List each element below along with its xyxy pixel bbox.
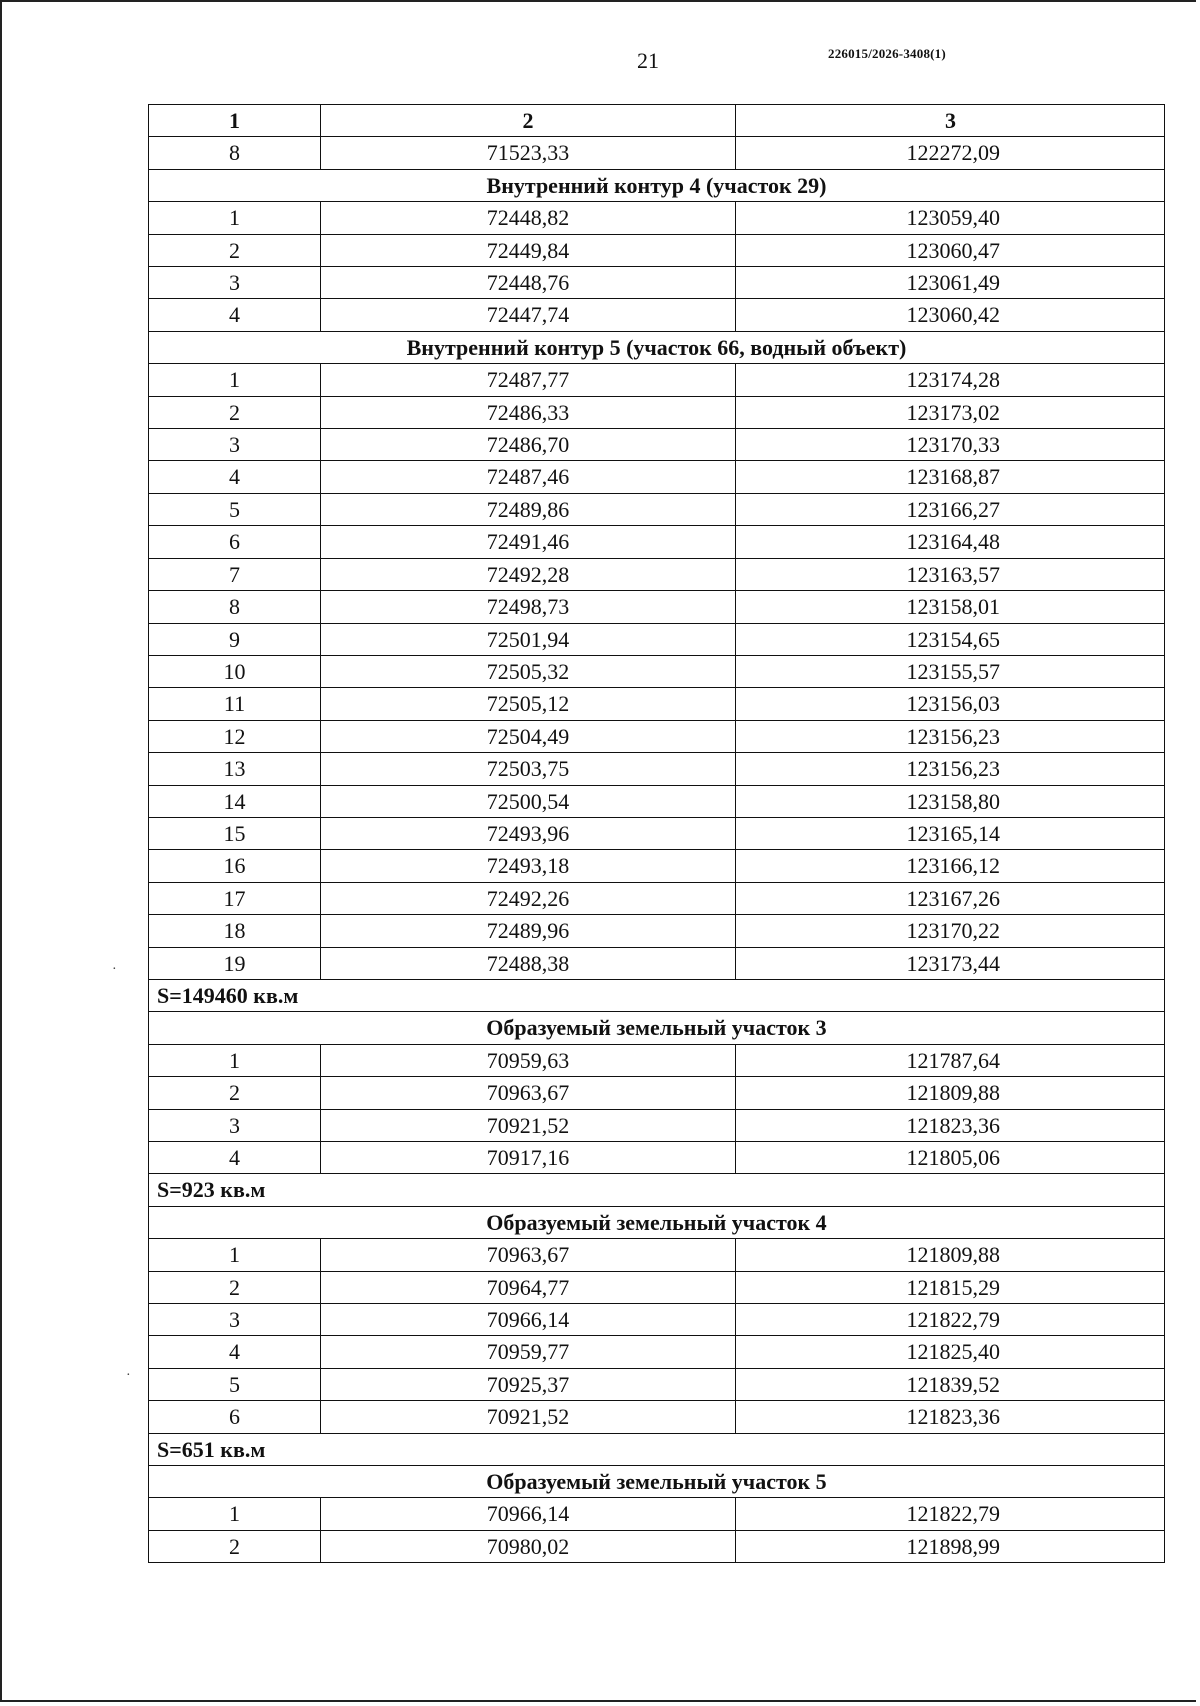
point-number-cell: 1 — [149, 1239, 321, 1271]
point-number-cell: 4 — [149, 461, 321, 493]
point-number-cell: 3 — [149, 1109, 321, 1141]
table-row — [149, 493, 1165, 525]
section-heading: Внутренний контур 5 (участок 66, водный объект) — [149, 331, 1165, 363]
page-number: 21 — [637, 48, 659, 73]
table-row — [149, 299, 1165, 331]
point-number-cell: 1 — [149, 1044, 321, 1076]
table-row — [149, 1271, 1165, 1303]
point-number-cell: 14 — [149, 785, 321, 817]
x-coordinate-cell: 70917,16 — [321, 1142, 736, 1174]
y-coordinate-cell: 123060,47 — [736, 234, 1165, 266]
point-number-cell: 3 — [149, 1304, 321, 1336]
scan-speck: · — [112, 962, 117, 977]
table-row — [149, 234, 1165, 266]
table-row — [149, 461, 1165, 493]
x-coordinate-cell: 71523,33 — [321, 137, 736, 169]
table-row — [149, 882, 1165, 914]
point-number-cell: 1 — [149, 1498, 321, 1530]
point-number-cell: 2 — [149, 1077, 321, 1109]
point-number-cell: 13 — [149, 753, 321, 785]
x-coordinate-cell: 72505,12 — [321, 688, 736, 720]
point-number-cell: 17 — [149, 882, 321, 914]
point-number-cell: 16 — [149, 850, 321, 882]
x-coordinate-cell: 70921,52 — [321, 1109, 736, 1141]
area-total-row — [149, 1433, 1165, 1465]
point-number-cell: 2 — [149, 234, 321, 266]
x-coordinate-cell: 70959,63 — [321, 1044, 736, 1076]
x-coordinate-cell: 72501,94 — [321, 623, 736, 655]
y-coordinate-cell: 123060,42 — [736, 299, 1165, 331]
table-row — [149, 720, 1165, 752]
y-coordinate-cell: 123167,26 — [736, 882, 1165, 914]
table-row — [149, 688, 1165, 720]
table-row — [149, 1142, 1165, 1174]
table-row — [149, 137, 1165, 169]
header-col-2: 2 — [321, 105, 736, 137]
table-row — [149, 623, 1165, 655]
coordinates-table — [148, 104, 1165, 1563]
table-row — [149, 1239, 1165, 1271]
y-coordinate-cell: 123164,48 — [736, 526, 1165, 558]
y-coordinate-cell: 123059,40 — [736, 202, 1165, 234]
table-row — [149, 1336, 1165, 1368]
table-row — [149, 202, 1165, 234]
x-coordinate-cell: 70963,67 — [321, 1077, 736, 1109]
table-row — [149, 1530, 1165, 1562]
table-row — [149, 1109, 1165, 1141]
y-coordinate-cell: 123163,57 — [736, 558, 1165, 590]
y-coordinate-cell: 121823,36 — [736, 1401, 1165, 1433]
table-row — [149, 364, 1165, 396]
y-coordinate-cell: 123156,03 — [736, 688, 1165, 720]
point-number-cell: 1 — [149, 364, 321, 396]
x-coordinate-cell: 70959,77 — [321, 1336, 736, 1368]
section-heading-row — [149, 1206, 1165, 1238]
scan-speck: · — [126, 1368, 131, 1383]
point-number-cell: 2 — [149, 1530, 321, 1562]
y-coordinate-cell: 121787,64 — [736, 1044, 1165, 1076]
section-heading-row — [149, 1012, 1165, 1044]
x-coordinate-cell: 70980,02 — [321, 1530, 736, 1562]
table-row — [149, 1044, 1165, 1076]
point-number-cell: 5 — [149, 493, 321, 525]
x-coordinate-cell: 72503,75 — [321, 753, 736, 785]
table-row — [149, 947, 1165, 979]
point-number-cell: 8 — [149, 137, 321, 169]
point-number-cell: 19 — [149, 947, 321, 979]
y-coordinate-cell: 121809,88 — [736, 1239, 1165, 1271]
x-coordinate-cell: 72448,76 — [321, 267, 736, 299]
y-coordinate-cell: 121805,06 — [736, 1142, 1165, 1174]
table-row — [149, 396, 1165, 428]
table-row — [149, 558, 1165, 590]
y-coordinate-cell: 123173,02 — [736, 396, 1165, 428]
table-row — [149, 1368, 1165, 1400]
point-number-cell: 9 — [149, 623, 321, 655]
x-coordinate-cell: 72500,54 — [321, 785, 736, 817]
x-coordinate-cell: 70966,14 — [321, 1498, 736, 1530]
y-coordinate-cell: 122272,09 — [736, 137, 1165, 169]
y-coordinate-cell: 121815,29 — [736, 1271, 1165, 1303]
y-coordinate-cell: 123165,14 — [736, 817, 1165, 849]
x-coordinate-cell: 70966,14 — [321, 1304, 736, 1336]
point-number-cell: 11 — [149, 688, 321, 720]
point-number-cell: 7 — [149, 558, 321, 590]
area-total-row — [149, 1174, 1165, 1206]
section-heading-row — [149, 331, 1165, 363]
y-coordinate-cell: 123170,33 — [736, 429, 1165, 461]
y-coordinate-cell: 123156,23 — [736, 720, 1165, 752]
table-header-row — [149, 105, 1165, 137]
x-coordinate-cell: 72491,46 — [321, 526, 736, 558]
y-coordinate-cell: 123166,12 — [736, 850, 1165, 882]
table-row — [149, 526, 1165, 558]
table-row — [149, 429, 1165, 461]
section-heading: Образуемый земельный участок 3 — [149, 1012, 1165, 1044]
x-coordinate-cell: 70925,37 — [321, 1368, 736, 1400]
point-number-cell: 18 — [149, 915, 321, 947]
y-coordinate-cell: 121839,52 — [736, 1368, 1165, 1400]
x-coordinate-cell: 72448,82 — [321, 202, 736, 234]
section-heading-row — [149, 1466, 1165, 1498]
table-row — [149, 850, 1165, 882]
point-number-cell: 3 — [149, 429, 321, 461]
x-coordinate-cell: 72489,96 — [321, 915, 736, 947]
y-coordinate-cell: 123155,57 — [736, 655, 1165, 687]
point-number-cell: 2 — [149, 396, 321, 428]
point-number-cell: 6 — [149, 1401, 321, 1433]
table-row — [149, 753, 1165, 785]
x-coordinate-cell: 72498,73 — [321, 591, 736, 623]
x-coordinate-cell: 70921,52 — [321, 1401, 736, 1433]
table-row — [149, 1304, 1165, 1336]
x-coordinate-cell: 72489,86 — [321, 493, 736, 525]
x-coordinate-cell: 72449,84 — [321, 234, 736, 266]
point-number-cell: 2 — [149, 1271, 321, 1303]
y-coordinate-cell: 123154,65 — [736, 623, 1165, 655]
area-total: S=651 кв.м — [149, 1433, 1165, 1465]
y-coordinate-cell: 123170,22 — [736, 915, 1165, 947]
y-coordinate-cell: 123166,27 — [736, 493, 1165, 525]
point-number-cell: 1 — [149, 202, 321, 234]
x-coordinate-cell: 72486,70 — [321, 429, 736, 461]
point-number-cell: 15 — [149, 817, 321, 849]
table-row — [149, 915, 1165, 947]
table-row — [149, 267, 1165, 299]
y-coordinate-cell: 121822,79 — [736, 1304, 1165, 1336]
y-coordinate-cell: 123158,01 — [736, 591, 1165, 623]
x-coordinate-cell: 72505,32 — [321, 655, 736, 687]
point-number-cell: 8 — [149, 591, 321, 623]
table-row — [149, 591, 1165, 623]
table-row — [149, 1401, 1165, 1433]
section-heading-row — [149, 169, 1165, 201]
x-coordinate-cell: 72493,18 — [321, 850, 736, 882]
point-number-cell: 10 — [149, 655, 321, 687]
y-coordinate-cell: 121898,99 — [736, 1530, 1165, 1562]
y-coordinate-cell: 123061,49 — [736, 267, 1165, 299]
x-coordinate-cell: 72488,38 — [321, 947, 736, 979]
point-number-cell: 3 — [149, 267, 321, 299]
table-row — [149, 785, 1165, 817]
area-total: S=923 кв.м — [149, 1174, 1165, 1206]
table-row — [149, 817, 1165, 849]
y-coordinate-cell: 123168,87 — [736, 461, 1165, 493]
header-col-1: 1 — [149, 105, 321, 137]
section-heading: Образуемый земельный участок 4 — [149, 1206, 1165, 1238]
point-number-cell: 4 — [149, 1142, 321, 1174]
x-coordinate-cell: 72487,77 — [321, 364, 736, 396]
x-coordinate-cell: 72493,96 — [321, 817, 736, 849]
x-coordinate-cell: 70963,67 — [321, 1239, 736, 1271]
y-coordinate-cell: 121825,40 — [736, 1336, 1165, 1368]
area-total: S=149460 кв.м — [149, 979, 1165, 1011]
x-coordinate-cell: 72487,46 — [321, 461, 736, 493]
point-number-cell: 4 — [149, 299, 321, 331]
y-coordinate-cell: 121823,36 — [736, 1109, 1165, 1141]
point-number-cell: 12 — [149, 720, 321, 752]
x-coordinate-cell: 72504,49 — [321, 720, 736, 752]
document-code: 226015/2026-3408(1) — [828, 46, 946, 61]
x-coordinate-cell: 72447,74 — [321, 299, 736, 331]
table-row — [149, 1077, 1165, 1109]
y-coordinate-cell: 123156,23 — [736, 753, 1165, 785]
x-coordinate-cell: 70964,77 — [321, 1271, 736, 1303]
y-coordinate-cell: 123158,80 — [736, 785, 1165, 817]
y-coordinate-cell: 121809,88 — [736, 1077, 1165, 1109]
x-coordinate-cell: 72492,26 — [321, 882, 736, 914]
table-row — [149, 655, 1165, 687]
point-number-cell: 4 — [149, 1336, 321, 1368]
section-heading: Внутренний контур 4 (участок 29) — [149, 169, 1165, 201]
x-coordinate-cell: 72486,33 — [321, 396, 736, 428]
coordinates-table-body — [149, 105, 1165, 1563]
area-total-row — [149, 979, 1165, 1011]
header-col-3: 3 — [736, 105, 1165, 137]
y-coordinate-cell: 123173,44 — [736, 947, 1165, 979]
point-number-cell: 5 — [149, 1368, 321, 1400]
y-coordinate-cell: 121822,79 — [736, 1498, 1165, 1530]
y-coordinate-cell: 123174,28 — [736, 364, 1165, 396]
section-heading: Образуемый земельный участок 5 — [149, 1466, 1165, 1498]
table-row — [149, 1498, 1165, 1530]
x-coordinate-cell: 72492,28 — [321, 558, 736, 590]
point-number-cell: 6 — [149, 526, 321, 558]
